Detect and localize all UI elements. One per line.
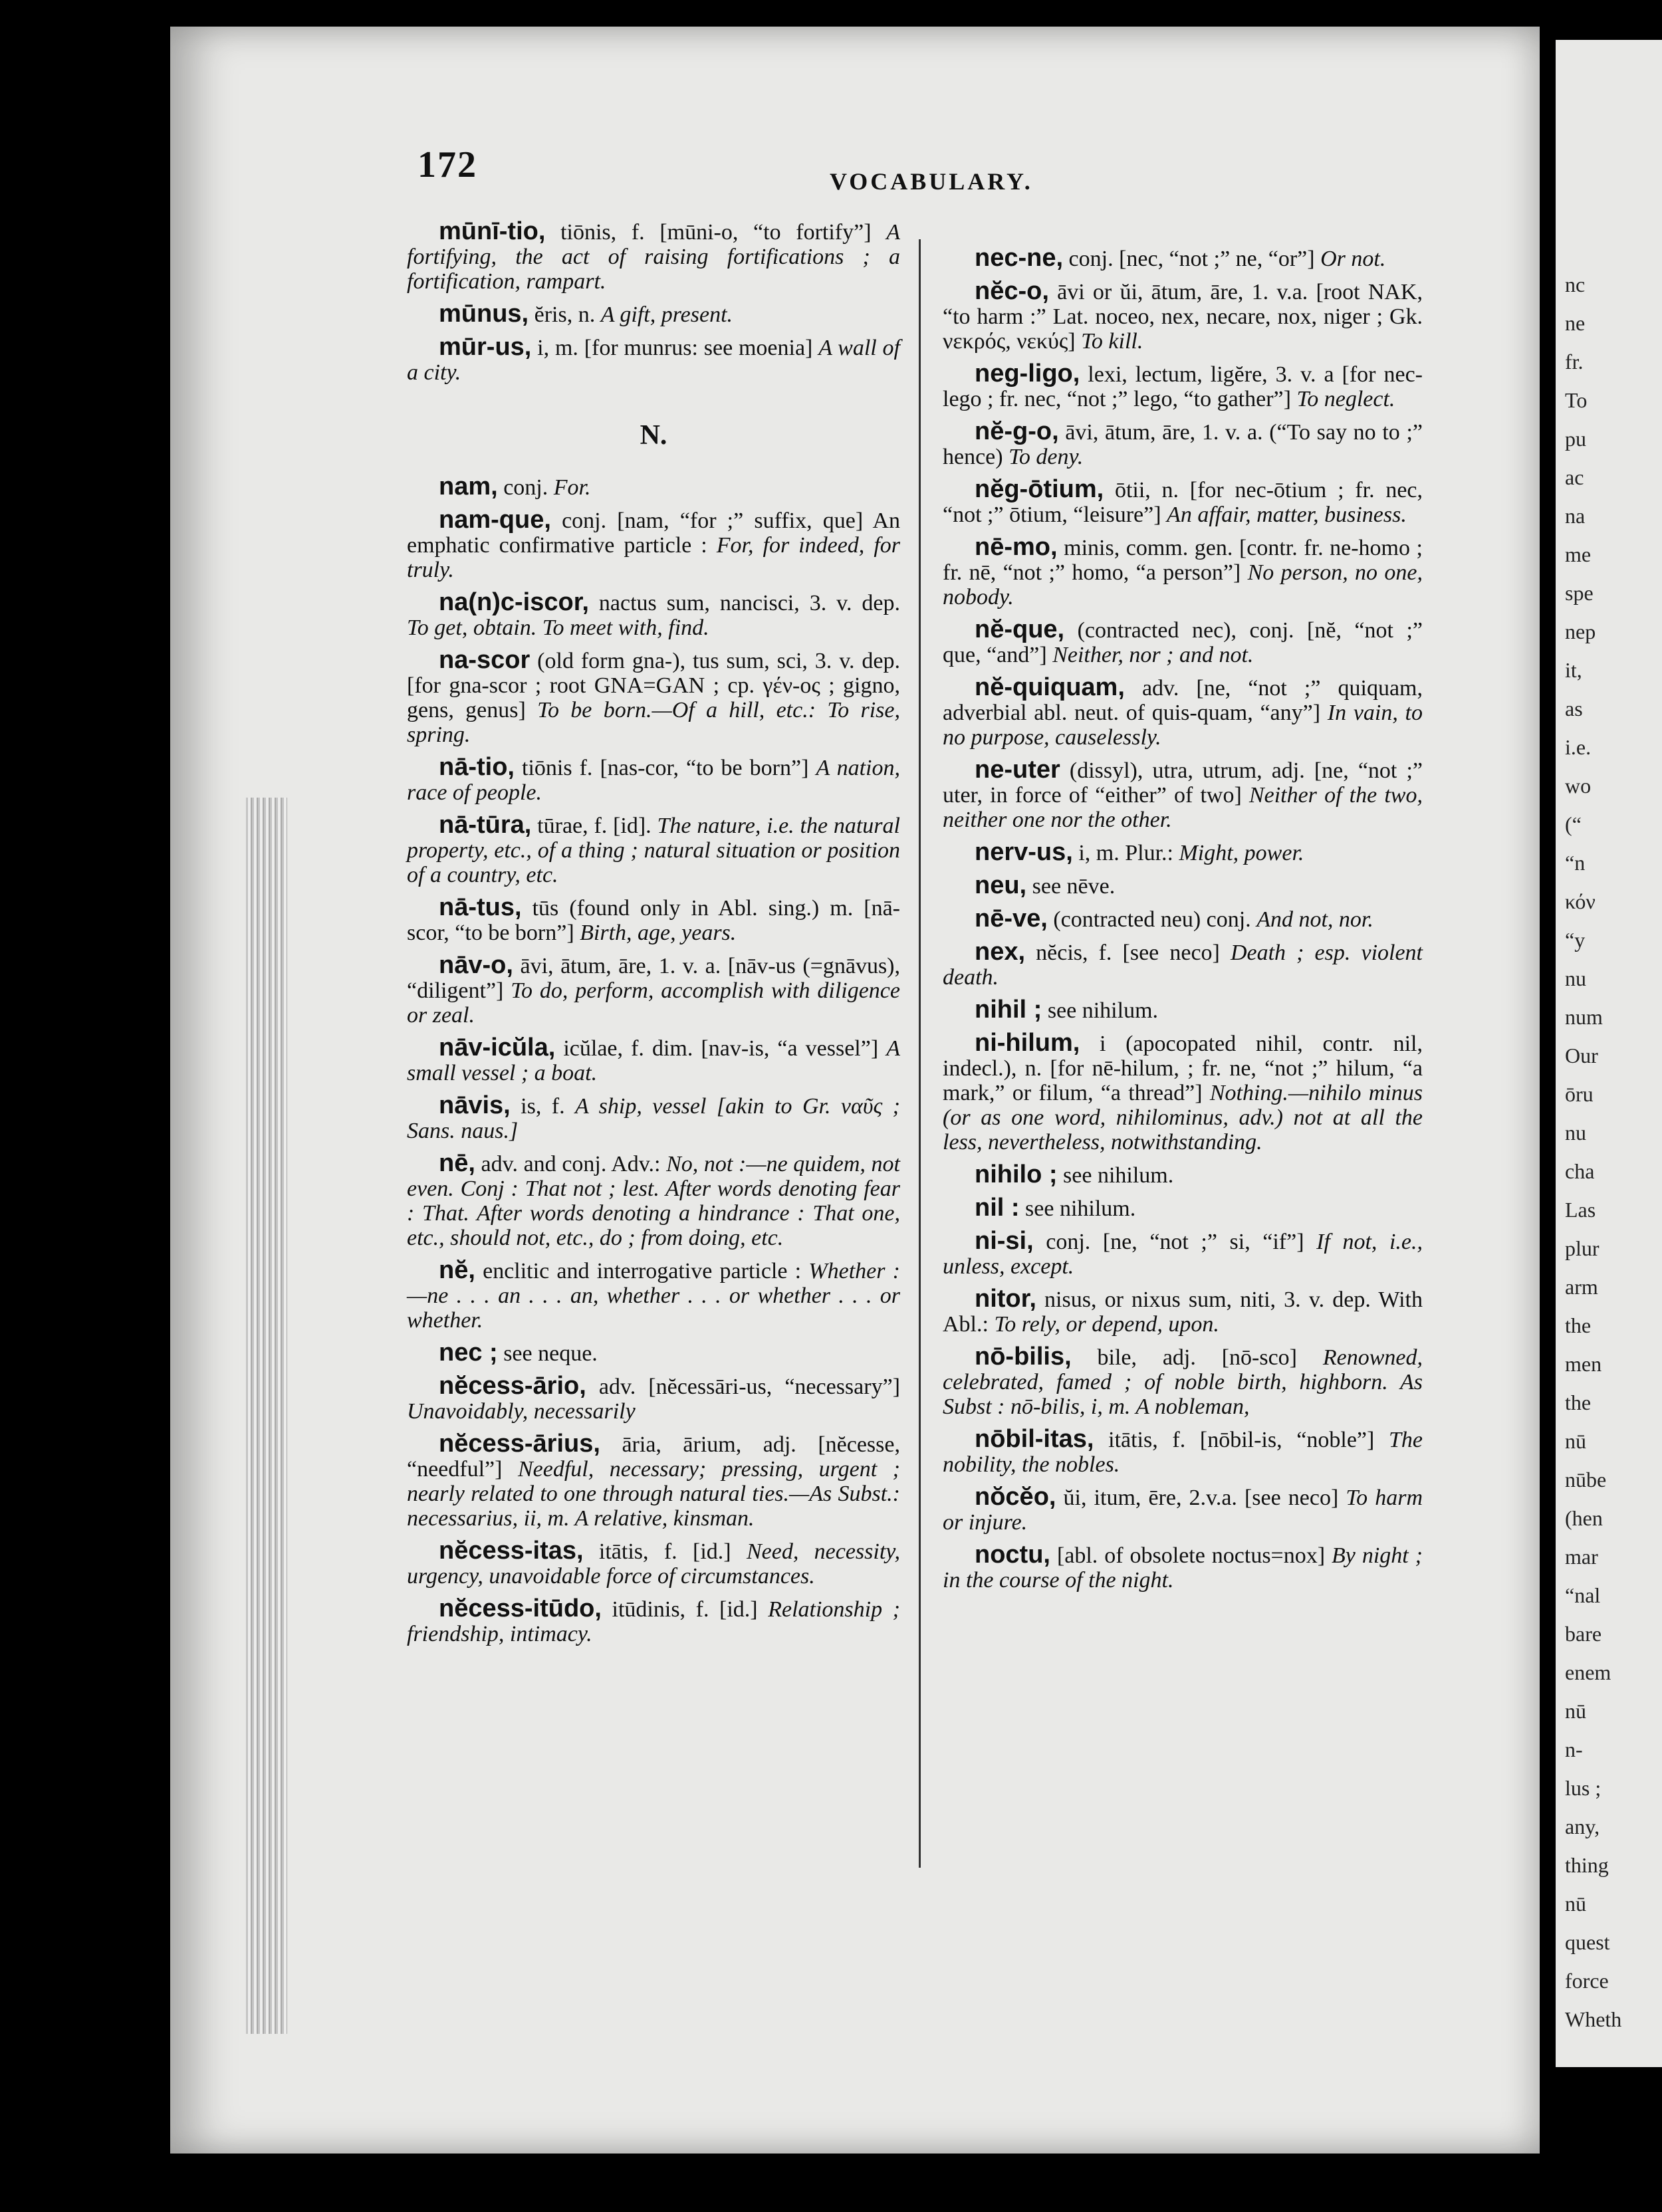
headword: nerv-us, — [975, 838, 1073, 866]
entry-definition: A small vessel ; a boat. — [407, 1036, 900, 1085]
next-page-text: “nal — [1565, 1583, 1601, 1607]
entry-info: enclitic and interrogative particle : — [475, 1259, 809, 1283]
entry-info: itātis, f. [id.] — [583, 1539, 747, 1564]
entry-definition: For. — [553, 475, 591, 500]
headword: neu, — [975, 871, 1027, 899]
next-page-text: quest — [1565, 1930, 1610, 1954]
dictionary-entry — [943, 1196, 1423, 1221]
dictionary-entry — [943, 940, 1423, 990]
headword: nāv-o, — [439, 951, 513, 979]
entry-info: see nēve. — [1026, 874, 1116, 899]
next-page-text: (“ — [1565, 812, 1582, 836]
dictionary-entry — [407, 1258, 900, 1333]
next-page-text: num — [1565, 1005, 1603, 1029]
section-letter: N. — [640, 420, 667, 451]
entry-definition: Unavoidably, necessarily — [407, 1399, 636, 1424]
entry-definition: No, not :—ne quidem, not even. Conj : That not ; lest. After words denoting fear : That. After words denoting a hindrance : That one, etc., should not, etc., do ; from doing, etc. — [407, 1152, 900, 1250]
dictionary-entry — [407, 1093, 900, 1143]
next-page-text: nū — [1565, 1892, 1586, 1916]
entry-info: lexi, lectum, ligĕre, 3. v. a [for nec-lego ; fr. nec, “not ;” lego, “to gather”] — [943, 362, 1423, 411]
headword: nŏcĕo, — [975, 1483, 1056, 1511]
next-page-text: spe — [1565, 581, 1594, 605]
entry-definition: An affair, matter, business. — [1167, 502, 1407, 527]
headword: nex, — [975, 938, 1026, 966]
dictionary-entry — [943, 1162, 1423, 1188]
left-column — [407, 219, 900, 1654]
headword: nil : — [975, 1194, 1020, 1222]
headword: nē-mo, — [975, 533, 1058, 561]
next-page-text: fr. — [1565, 350, 1584, 374]
headword: nĕc-o, — [975, 277, 1049, 305]
headword: nō-bilis, — [975, 1343, 1072, 1371]
dictionary-entry — [407, 302, 900, 327]
next-page-text: i.e. — [1565, 735, 1592, 759]
headword: noctu, — [975, 1541, 1050, 1569]
entry-info: conj. [nec, “not ;” ne, “or”] — [1063, 247, 1321, 271]
headword: mūnī-tio, — [439, 217, 546, 245]
entry-definition: Might, power. — [1179, 841, 1304, 865]
entry-definition: Neither of the two, neither one nor the other. — [943, 783, 1423, 832]
entry-definition: No person, no one, nobody. — [943, 560, 1423, 609]
dictionary-entry — [943, 1229, 1423, 1279]
entry-definition: By night ; in the course of the night. — [943, 1543, 1423, 1593]
headword: ni-hilum, — [975, 1029, 1080, 1057]
entry-definition: For, for indeed, for truly. — [407, 533, 900, 582]
entry-definition: Birth, age, years. — [580, 921, 737, 945]
entry-definition: The nature, i.e. the natural property, etc., of a thing ; natural situation or position of a country, etc. — [407, 814, 900, 887]
headword: nĕcess-ārius, — [439, 1430, 600, 1458]
entry-info: nisus, or nixus sum, niti, 3. v. dep. With Abl.: — [943, 1287, 1423, 1337]
entry-info: itātis, f. [nōbil-is, “noble”] — [1094, 1428, 1389, 1452]
entry-definition: Whether :—ne . . . an . . . an, whether . . . or whether . . . or whether. — [407, 1259, 900, 1333]
entry-definition: To harm or injure. — [943, 1486, 1423, 1535]
entry-info: itūdinis, f. [id.] — [601, 1597, 769, 1622]
entry-info: ĕris, n. — [529, 302, 601, 327]
next-page-text: lus ; — [1565, 1776, 1602, 1800]
entry-info: nactus sum, nancisci, 3. v. dep. — [588, 591, 900, 615]
next-page-text: nū — [1565, 1699, 1586, 1723]
dictionary-entry — [407, 1539, 900, 1589]
dictionary-entry — [407, 475, 900, 500]
dictionary-entry — [407, 508, 900, 582]
entry-info: tiōnis f. [nas-cor, “to be born”] — [514, 756, 816, 780]
entry-definition: Relationship ; friendship, intimacy. — [407, 1597, 900, 1646]
entry-info: see nihilum. — [1019, 1196, 1136, 1221]
entry-info: is, f. — [510, 1094, 576, 1119]
entry-definition: The nobility, the nobles. — [943, 1428, 1423, 1477]
dictionary-entry — [407, 1151, 900, 1250]
dictionary-entry — [943, 246, 1423, 271]
entry-info: ōtii, n. [for nec-ōtium ; fr. nec, “not ;” ōtium, “leisure”] — [943, 478, 1423, 527]
next-page-text: “y — [1565, 928, 1586, 952]
dictionary-entry — [407, 953, 900, 1028]
next-page-text: nu — [1565, 1121, 1586, 1145]
next-page-text: as — [1565, 697, 1583, 720]
entry-info: conj. [nam, “for ;” suffix, que] An emphatic confirmative particle : — [407, 508, 900, 558]
entry-definition: Nothing.—nihilo minus (or as one word, nihilominus, adv.) not at all the less, nevertheless, notwithstanding. — [943, 1081, 1423, 1155]
next-page-text: To — [1565, 388, 1588, 412]
next-page-text: nu — [1565, 966, 1586, 990]
entry-definition: To deny. — [1009, 445, 1084, 469]
next-page-text: cha — [1565, 1159, 1595, 1183]
entry-info: nĕcis, f. [see neco] — [1025, 940, 1231, 965]
dictionary-entry — [943, 873, 1423, 899]
dictionary-entry — [943, 1345, 1423, 1419]
dictionary-entry — [407, 1341, 900, 1366]
headword: neg-ligo, — [975, 360, 1080, 387]
dictionary-entry — [943, 907, 1423, 932]
entry-info: adv. [nĕcessāri-us, “necessary”] — [586, 1375, 900, 1399]
dictionary-entry — [407, 813, 900, 887]
next-page-text: na — [1565, 504, 1586, 528]
headword: nitor, — [975, 1285, 1036, 1313]
entry-info: conj. — [497, 475, 554, 500]
entry-info: see nihilum. — [1057, 1163, 1174, 1188]
next-page-text: the — [1565, 1390, 1592, 1414]
entry-definition: To kill. — [1081, 329, 1143, 354]
entry-info: adv. [ne, “not ;” quiquam, adverbial abl. neut. of quis-quam, “any”] — [943, 676, 1423, 725]
entry-info: tūs (found only in Abl. sing.) m. [nā-scor, “to be born”] — [407, 896, 900, 945]
headword: nā-tio, — [439, 753, 515, 781]
entry-info: conj. [ne, “not ;” si, “if”] — [1033, 1230, 1317, 1254]
headword: nĕ-g-o, — [975, 417, 1059, 445]
dictionary-entry — [943, 1543, 1423, 1593]
page-edge-stack — [246, 798, 287, 2034]
next-page-fragment — [1556, 40, 1662, 2067]
dictionary-entry — [943, 362, 1423, 411]
headword: mūr-us, — [439, 333, 532, 361]
dictionary-entry — [943, 758, 1423, 832]
entry-info: (contracted nec), conj. [nĕ, “not ;” que, “and”] — [943, 618, 1423, 667]
entry-definition: A nation, race of people. — [407, 756, 901, 805]
next-page-text: Las — [1565, 1198, 1596, 1222]
entry-info: icŭlae, f. dim. [nav-is, “a vessel”] — [555, 1036, 887, 1061]
next-page-text: thing — [1565, 1853, 1609, 1877]
headword: nihilo ; — [975, 1161, 1058, 1188]
headword: ne-uter — [975, 756, 1060, 784]
entry-info: āvi, ātum, āre, 1. v. a. [nāv-us (=gnāvus), “diligent”] — [407, 954, 900, 1003]
headword: nāv-icŭla, — [439, 1034, 556, 1061]
entry-definition: Or not. — [1320, 247, 1386, 271]
headword: nam-que, — [439, 506, 551, 534]
headword: nĕ-quiquam, — [975, 673, 1125, 701]
next-page-text: nc — [1565, 273, 1586, 296]
page-number: 172 — [417, 144, 477, 185]
entry-info: bile, adj. [nō-sco] — [1071, 1345, 1323, 1370]
next-page-text: κόν — [1565, 889, 1596, 913]
entry-definition: To neglect. — [1296, 387, 1395, 411]
headword: nihil ; — [975, 996, 1042, 1024]
headword: nōbil-itas, — [975, 1425, 1094, 1453]
next-page-text: ac — [1565, 465, 1584, 489]
dictionary-entry — [407, 1374, 900, 1424]
next-page-text: me — [1565, 542, 1592, 566]
entry-definition: Neither, nor ; and not. — [1052, 643, 1254, 667]
dictionary-entry — [943, 840, 1423, 865]
entry-info: (contracted neu) conj. — [1047, 907, 1257, 932]
dictionary-entry — [407, 1432, 900, 1531]
headword: nĕcess-ārio, — [439, 1372, 586, 1400]
entry-info: adv. and conj. Adv.: — [475, 1152, 667, 1176]
next-page-text: Wheth — [1565, 2007, 1622, 2031]
entry-definition: A fortifying, the act of raising fortifications ; a fortification, rampart. — [407, 220, 900, 294]
dictionary-entry — [943, 535, 1423, 609]
next-page-text: nū — [1565, 1429, 1586, 1453]
dictionary-entry — [943, 1485, 1423, 1535]
next-page-text: wo — [1565, 774, 1592, 798]
headword: na-scor — [439, 646, 531, 674]
headword: nē, — [439, 1149, 475, 1177]
dictionary-entry — [943, 1031, 1423, 1155]
next-page-text: arm — [1565, 1275, 1598, 1299]
entry-info: see nihilum. — [1042, 998, 1159, 1023]
next-page-text: nep — [1565, 619, 1596, 643]
entry-definition: To get, obtain. To meet with, find. — [407, 615, 709, 640]
entry-info: āvi, ātum, āre, 1. v. a. (“To say no to ;” hence) — [943, 420, 1423, 469]
entry-definition: To do, perform, accomplish with diligence or zeal. — [407, 978, 900, 1028]
entry-definition: A gift, present. — [600, 302, 733, 327]
dictionary-entry — [943, 1287, 1423, 1337]
entry-info: minis, comm. gen. [contr. fr. ne-homo ; fr. nē, “not ;” homo, “a person”] — [943, 536, 1423, 585]
dictionary-entry — [943, 279, 1423, 354]
dictionary-entry — [943, 998, 1423, 1023]
headword: na(n)c-iscor, — [439, 588, 589, 616]
headword: nāvis, — [439, 1091, 511, 1119]
dictionary-entry — [407, 335, 900, 385]
headword: nĕ, — [439, 1256, 475, 1284]
headword: nĕcess-itas, — [439, 1537, 584, 1565]
headword: nam, — [439, 473, 498, 500]
next-page-text: ne — [1565, 311, 1586, 335]
entry-info: (dissyl), utra, utrum, adj. [ne, “not ;” uter, in force of “either” of two] — [943, 758, 1423, 808]
headword: nē-ve, — [975, 905, 1048, 933]
column-rule — [919, 239, 921, 1868]
dictionary-entry — [943, 419, 1423, 469]
next-page-text: Our — [1565, 1044, 1598, 1067]
next-page-text: pu — [1565, 427, 1586, 451]
next-page-text: it, — [1565, 658, 1582, 682]
dictionary-entry — [407, 895, 900, 945]
entry-info: i (apocopated nihil, contr. nil, indecl.), n. [for nē-hilum, ; fr. ne, “not ;” hilum, “a mark,” or filum, “a thread”] — [943, 1032, 1423, 1105]
next-page-text: (hen — [1565, 1506, 1603, 1530]
entry-definition: And not, nor. — [1256, 907, 1373, 932]
next-page-text: force — [1565, 1969, 1609, 1993]
dictionary-entry — [943, 617, 1423, 667]
next-page-text: men — [1565, 1352, 1602, 1376]
entry-definition: Renowned, celebrated, famed ; of noble birth, highborn. As Subst : nō-bilis, i, m. A nobleman, — [943, 1345, 1423, 1419]
headword: ni-si, — [975, 1227, 1034, 1255]
entry-info: āria, ārium, adj. [nĕcesse, “needful”] — [407, 1432, 900, 1482]
entry-info: ŭi, itum, ēre, 2.v.a. [see neco] — [1056, 1486, 1346, 1510]
entry-info: i, m. Plur.: — [1072, 841, 1179, 865]
dictionary-entry — [407, 1036, 900, 1085]
entry-info: tūrae, f. [id]. — [531, 814, 657, 838]
entry-info: i, m. [for munrus: see moenia] — [531, 336, 819, 360]
headword: nec ; — [439, 1339, 498, 1367]
headword: nā-tūra, — [439, 811, 532, 839]
entry-info: (old form gna-), tus sum, sci, 3. v. dep. [for gna-scor ; root GNA=GAN ; cp. γέν-ος ; gigno, gens, genus] — [407, 649, 900, 722]
entry-info: āvi or ŭi, ātum, āre, 1. v.a. [root NAK, “to harm :” Lat. noceo, nex, necare, nox, niger ; Gk. νεκρός, νεκύς] — [943, 280, 1423, 354]
entry-definition: Need, necessity, urgency, unavoidable force of circumstances. — [407, 1539, 900, 1589]
entry-definition: A wall of a city. — [407, 336, 900, 385]
entry-info: tiōnis, f. [mūni-o, “to fortify”] — [545, 220, 887, 245]
dictionary-entry — [407, 590, 900, 640]
dictionary-entry — [407, 219, 900, 294]
right-column — [943, 246, 1423, 1601]
entry-definition: Death ; esp. violent death. — [943, 940, 1423, 990]
entry-definition: A ship, vessel [akin to Gr. ναῦς ; Sans. naus.] — [407, 1094, 901, 1143]
next-page-text: bare — [1565, 1622, 1602, 1646]
next-page-text: the — [1565, 1313, 1592, 1337]
headword: nĕcess-itūdo, — [439, 1595, 602, 1622]
dictionary-entry — [943, 675, 1423, 750]
entry-definition: To rely, or depend, upon. — [994, 1312, 1219, 1337]
next-page-text: enem — [1565, 1660, 1611, 1684]
next-page-text: any, — [1565, 1815, 1600, 1838]
dictionary-entry — [943, 477, 1423, 527]
next-page-text: n- — [1565, 1737, 1583, 1761]
entry-definition: To be born.—Of a hill, etc.: To rise, spring. — [407, 698, 901, 747]
next-page-text: mar — [1565, 1545, 1598, 1569]
entry-info: [abl. of obsolete noctus=nox] — [1050, 1543, 1332, 1568]
next-page-text: plur — [1565, 1236, 1600, 1260]
dictionary-entry — [943, 1427, 1423, 1477]
dictionary-entry — [407, 648, 900, 747]
next-page-text: nūbe — [1565, 1468, 1607, 1492]
running-head: VOCABULARY. — [830, 168, 1033, 195]
headword: mūnus, — [439, 300, 529, 328]
next-page-text: “n — [1565, 851, 1586, 875]
headword: nĕ-que, — [975, 615, 1065, 643]
entry-definition: Needful, necessary; pressing, urgent ; nearly related to one through natural ties.—As Subst.: necessarius, ii, m. A relative, kinsman. — [407, 1457, 900, 1531]
next-page-text: ōru — [1565, 1082, 1594, 1106]
headword: nā-tus, — [439, 893, 522, 921]
headword: nec-ne, — [975, 244, 1064, 272]
headword: nĕg-ōtium, — [975, 475, 1104, 503]
entry-info: see neque. — [497, 1341, 598, 1366]
entry-definition: If not, i.e., unless, except. — [943, 1230, 1423, 1279]
dictionary-entry — [407, 1597, 900, 1646]
dictionary-entry — [407, 755, 900, 805]
entry-definition: In vain, to no purpose, causelessly. — [943, 701, 1423, 750]
